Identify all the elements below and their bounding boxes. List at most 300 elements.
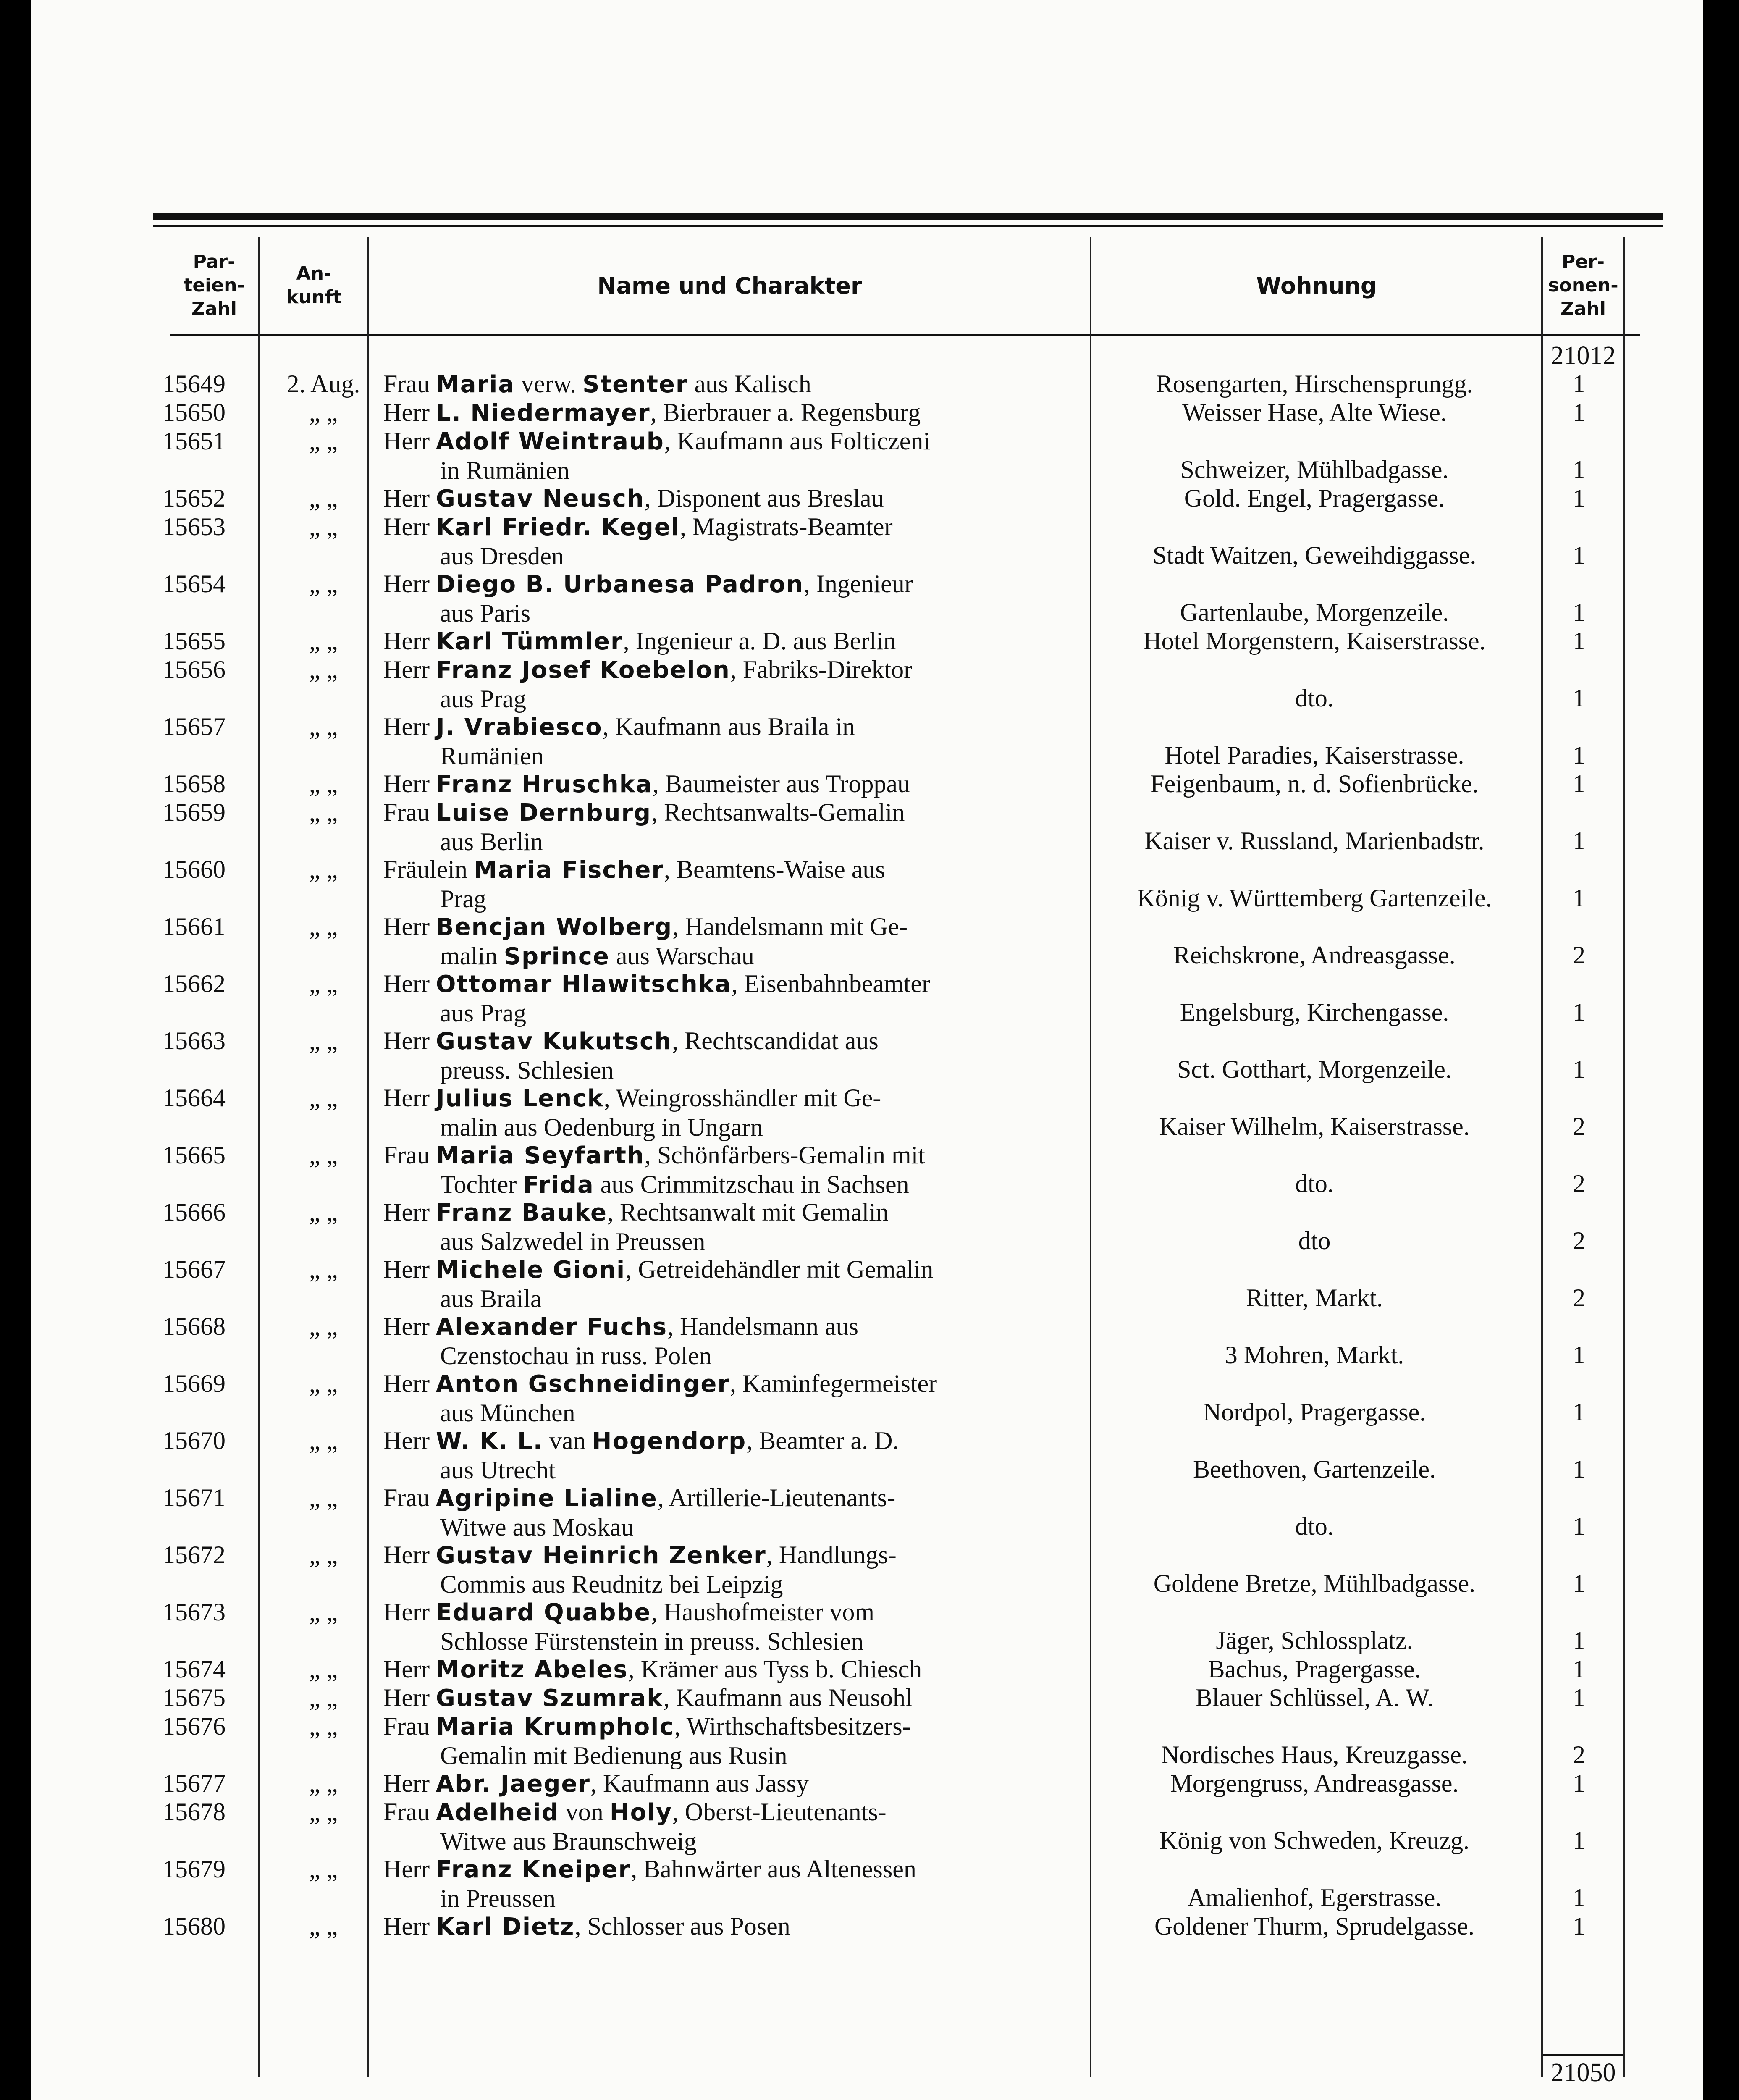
arrival-date: „ „	[309, 656, 338, 683]
guest-name: Gustav Heinrich Zenker	[435, 1542, 766, 1569]
guest-description: , Disponent aus Breslau	[644, 484, 884, 512]
guest-origin: aus Berlin	[440, 828, 543, 856]
guest-origin: aus Paris	[440, 599, 530, 627]
party-number: 15673	[163, 1598, 226, 1626]
guest-origin: Commis aus Reudnitz bei Leipzig	[440, 1570, 783, 1598]
guest-name-character	[383, 570, 1097, 627]
guest-description: Herr	[383, 1370, 436, 1397]
guest-name: Gustav Neusch	[435, 485, 645, 512]
guest-description: Frau	[383, 798, 436, 826]
party-number: 15661	[163, 913, 226, 940]
guest-description: Herr	[383, 627, 436, 655]
party-number: 15678	[163, 1798, 226, 1826]
party-number: 15679	[163, 1855, 226, 1883]
guest-description: Herr	[383, 484, 436, 512]
guest-name: Maria Fischer	[473, 856, 664, 884]
guest-name-character	[383, 1369, 1097, 1427]
residence: Sct. Gotthart, Morgenzeile.	[1177, 1055, 1452, 1083]
guest-name: Franz Hruschka	[435, 771, 653, 798]
arrival-date: „ „	[309, 1141, 338, 1169]
guest-name-character	[383, 398, 1097, 428]
guest-description: , Fabriks-Direktor	[730, 656, 913, 683]
party-number: 15651	[163, 427, 226, 455]
guest-description: , Artillerie-Lieutenants-	[657, 1484, 896, 1512]
guest-name-character	[383, 1855, 1097, 1913]
guest-name-character	[383, 1541, 1097, 1599]
guest-description: , Kaufmann aus Jassy	[590, 1769, 809, 1797]
party-number: 15652	[163, 484, 226, 512]
person-count: 1	[1573, 1912, 1585, 1940]
guest-name-character	[383, 712, 1097, 770]
guest-description: Herr	[383, 427, 436, 455]
guest-name: Stenter	[582, 371, 688, 398]
page-total: 21050	[1550, 2058, 1616, 2087]
guest-description: Herr	[383, 1427, 436, 1454]
guest-description: , Ingenieur a. D. aus Berlin	[623, 627, 896, 655]
residence: dto.	[1295, 1512, 1334, 1540]
guest-description: Herr	[383, 513, 436, 541]
guest-description: , Kaufmann aus Folticzeni	[664, 427, 930, 455]
person-count: 1	[1573, 1655, 1585, 1683]
arrival-date: „ „	[309, 856, 338, 883]
person-count: 1	[1573, 684, 1585, 712]
guest-description: , Handlungs-	[766, 1541, 897, 1569]
residence: Nordisches Haus, Kreuzgasse.	[1161, 1741, 1468, 1769]
party-number: 15649	[163, 370, 226, 398]
residence: Feigenbaum, n. d. Sofienbrücke.	[1150, 770, 1479, 798]
party-number: 15677	[163, 1769, 226, 1797]
guest-name-character	[383, 1026, 1097, 1084]
guest-name: Karl Friedr. Kegel	[435, 514, 680, 541]
guest-description: Herr	[383, 1541, 436, 1569]
residence: dto	[1298, 1227, 1331, 1255]
person-count: 2	[1573, 1227, 1585, 1255]
arrival-date: „ „	[309, 1084, 338, 1112]
residence: Morgengruss, Andreasgasse.	[1170, 1769, 1459, 1797]
guest-name: Adelheid	[435, 1799, 559, 1826]
guest-description: verw.	[515, 370, 583, 398]
person-count: 1	[1573, 399, 1585, 426]
party-number: 15674	[163, 1655, 226, 1683]
guest-description: , Oberst-Lieutenants-	[672, 1798, 887, 1826]
guest-name: Luise Dernburg	[435, 799, 652, 827]
guest-description: Frau	[383, 370, 436, 398]
guest-description: Herr	[383, 1684, 436, 1712]
arrival-date: „ „	[309, 1598, 338, 1626]
col-divider-5	[1623, 237, 1625, 2077]
guest-description: Frau	[383, 1141, 436, 1169]
person-count: 1	[1573, 1512, 1585, 1540]
guest-description: Herr	[383, 656, 436, 683]
guest-name-character	[383, 1255, 1097, 1313]
party-number: 15665	[163, 1141, 226, 1169]
header-rule	[170, 334, 1640, 336]
residence: Stadt Waitzen, Geweihdiggasse.	[1152, 541, 1477, 569]
person-count: 1	[1573, 370, 1585, 398]
guest-description: , Magistrats-Beamter	[680, 513, 893, 541]
party-number: 15680	[163, 1912, 226, 1940]
guest-description: , Handelsmann aus	[667, 1312, 859, 1340]
guest-name: Eduard Quabbe	[435, 1599, 651, 1626]
guest-name: L. Niedermayer	[435, 399, 650, 427]
guest-name: Maria	[435, 371, 515, 398]
party-number: 15675	[163, 1684, 226, 1712]
guest-description: , Weingrosshändler mit Ge-	[603, 1084, 881, 1112]
person-count: 2	[1573, 1284, 1585, 1312]
guest-description: , Baumeister aus Troppau	[652, 770, 910, 798]
person-count: 2	[1573, 941, 1585, 969]
party-number: 15654	[163, 570, 226, 598]
guest-origin: preuss. Schlesien	[440, 1056, 614, 1084]
guest-name-character	[383, 1912, 1097, 1941]
arrival-date: „ „	[309, 1712, 338, 1740]
guest-origin: in Rumänien	[440, 457, 570, 484]
guest-name-character	[383, 1312, 1097, 1370]
guest-description: , Beamtens-Waise aus	[664, 856, 885, 883]
guest-name-character	[383, 655, 1097, 713]
person-count: 1	[1573, 627, 1585, 655]
guest-description: Herr	[383, 399, 436, 426]
arrival-date: „ „	[309, 1798, 338, 1826]
guest-description: Herr	[383, 570, 436, 598]
guest-name: Sprince	[504, 943, 610, 970]
guest-description: , Rechtsanwalt mit Gemalin	[607, 1198, 889, 1226]
guest-origin: aus Prag	[440, 685, 526, 713]
guest-name-character	[383, 769, 1097, 799]
guest-description: , Bierbrauer a. Regensburg	[650, 399, 921, 426]
col-divider-1	[258, 237, 260, 2077]
guest-origin: aus Crimmitzschau in Sachsen	[594, 1171, 909, 1198]
guest-description: , Krämer aus Tyss b. Chiesch	[628, 1655, 922, 1683]
arrival-date: „ „	[309, 570, 338, 598]
guest-name: Moritz Abeles	[435, 1656, 628, 1683]
guest-name: Maria Krumpholc	[435, 1713, 674, 1740]
party-number: 15670	[163, 1427, 226, 1454]
arrival-date: „ „	[309, 1484, 338, 1512]
residence: 3 Mohren, Markt.	[1225, 1341, 1404, 1369]
guest-description: Herr	[383, 770, 436, 798]
residence: dto.	[1295, 1170, 1334, 1197]
person-count: 1	[1573, 1769, 1585, 1797]
guest-name: Julius Lenck	[435, 1085, 604, 1112]
guest-description: , Wirthschaftsbesitzers-	[674, 1712, 911, 1740]
residence: Kaiser Wilhelm, Kaiserstrasse.	[1159, 1113, 1470, 1140]
guest-description: , Beamter a. D.	[746, 1427, 899, 1454]
guest-name: Abr. Jaeger	[435, 1770, 591, 1798]
party-number: 15655	[163, 627, 226, 655]
guest-origin: Prag	[440, 885, 486, 913]
arrival-date: „ „	[309, 1255, 338, 1283]
guest-origin: aus München	[440, 1399, 575, 1427]
guest-name: Frida	[523, 1171, 594, 1199]
guest-description: Herr	[383, 1027, 436, 1055]
guest-description: Herr	[383, 970, 436, 998]
arrival-date: „ „	[309, 913, 338, 940]
guest-description: , Handelsmann mit Ge-	[672, 913, 908, 940]
guest-description: Herr	[383, 1084, 436, 1112]
guest-name-character	[383, 1798, 1097, 1856]
guest-name-character	[383, 1712, 1097, 1770]
arrival-date: „ „	[309, 1312, 338, 1340]
guest-name-character	[383, 1084, 1097, 1142]
guest-name: Gustav Kukutsch	[435, 1028, 672, 1055]
arrival-date: „ „	[309, 1684, 338, 1712]
guest-description: Herr	[383, 1312, 436, 1340]
person-count: 1	[1573, 1884, 1585, 1911]
arrival-date: „ „	[309, 798, 338, 826]
residence: dto.	[1295, 684, 1334, 712]
residence: Beethoven, Gartenzeile.	[1193, 1455, 1436, 1483]
guest-description: von	[559, 1798, 610, 1826]
party-number: 15658	[163, 770, 226, 798]
guest-description: , Bahnwärter aus Altenessen	[631, 1855, 916, 1883]
guest-description: , Kaminfegermeister	[729, 1370, 937, 1397]
residence: Goldene Bretze, Mühlbadgasse.	[1153, 1570, 1476, 1597]
guest-name: Michele Gioni	[435, 1256, 626, 1284]
residence: Nordpol, Pragergasse.	[1203, 1398, 1426, 1426]
residence: Jäger, Schlossplatz.	[1216, 1627, 1413, 1654]
residence: König von Schweden, Kreuzg.	[1159, 1827, 1470, 1854]
guest-description: , Getreidehändler mit Gemalin	[625, 1255, 934, 1283]
residence: König v. Württemberg Gartenzeile.	[1137, 884, 1492, 912]
guest-description: Herr	[383, 1855, 436, 1883]
residence: Weisser Hase, Alte Wiese.	[1182, 399, 1447, 426]
guest-origin: malin aus Oedenburg in Ungarn	[440, 1113, 763, 1141]
guest-origin: aus Braila	[440, 1285, 542, 1312]
guest-name: Karl Tümmler	[435, 628, 623, 655]
person-count: 1	[1573, 884, 1585, 912]
guest-origin: Tochter	[440, 1171, 523, 1198]
residence: Ritter, Markt.	[1246, 1284, 1383, 1312]
party-number: 15662	[163, 970, 226, 998]
person-count: 1	[1573, 1398, 1585, 1426]
guest-origin: Rumänien	[440, 742, 544, 770]
guest-origin: aus Warschau	[609, 942, 754, 970]
guest-description: Herr	[383, 1912, 436, 1940]
guest-origin: Gemalin mit Bedienung aus Rusin	[440, 1742, 787, 1769]
arrival-date: „ „	[309, 1370, 338, 1397]
person-count: 1	[1573, 741, 1585, 769]
col-divider-4	[1541, 237, 1543, 2077]
guest-name: Gustav Szumrak	[435, 1685, 664, 1712]
carryover-total: 21012	[1550, 341, 1616, 370]
guest-name-character	[383, 370, 1097, 399]
residence: Kaiser v. Russland, Marienbadstr.	[1144, 827, 1485, 855]
guest-description: , Schönfärbers-Gemalin mit	[644, 1141, 925, 1169]
person-count: 1	[1573, 598, 1585, 626]
person-count: 1	[1573, 1570, 1585, 1597]
guest-name: Bencjan Wolberg	[435, 914, 673, 941]
guest-origin: aus Utrecht	[440, 1456, 556, 1484]
guest-name: Karl Dietz	[435, 1913, 575, 1940]
guest-origin: Witwe aus Braunschweig	[440, 1827, 697, 1855]
residence: Amalienhof, Egerstrasse.	[1187, 1884, 1442, 1911]
guest-description: Fräulein	[383, 856, 474, 883]
arrival-date: „ „	[309, 713, 338, 740]
residence: Engelsburg, Kirchengasse.	[1180, 998, 1449, 1026]
person-count: 1	[1573, 1455, 1585, 1483]
party-number: 15671	[163, 1484, 226, 1512]
guest-name-character	[383, 484, 1097, 513]
guest-name: Alexander Fuchs	[435, 1313, 668, 1341]
party-number: 15669	[163, 1370, 226, 1397]
party-number: 15663	[163, 1027, 226, 1055]
guest-name: Agripine Lialine	[435, 1485, 658, 1512]
party-number: 15666	[163, 1198, 226, 1226]
person-count: 1	[1573, 1827, 1585, 1854]
guest-name: Adolf Weintraub	[435, 428, 664, 455]
arrival-date: „ „	[309, 427, 338, 455]
header-ankunft: An- kunft	[286, 263, 342, 308]
arrival-date: 2. Aug.	[286, 370, 360, 398]
guest-name-character	[383, 627, 1097, 656]
guest-origin: aus Salzwedel in Preussen	[440, 1228, 706, 1255]
guest-origin: in Preussen	[440, 1885, 556, 1912]
arrival-date: „ „	[309, 484, 338, 512]
header-personen: Per- sonen- Zahl	[1548, 251, 1618, 320]
arrival-date: „ „	[309, 1655, 338, 1683]
top-rule-thin	[153, 225, 1663, 227]
guest-name-character	[383, 855, 1097, 913]
guest-name: J. Vrabiesco	[435, 714, 603, 741]
guest-origin: malin	[440, 942, 504, 970]
party-number: 15672	[163, 1541, 226, 1569]
guest-description: , Eisenbahnbeamter	[731, 970, 930, 998]
guest-name-character	[383, 427, 1097, 485]
top-rule-thick	[153, 213, 1663, 220]
guest-description: , Kaufmann aus Braila in	[602, 713, 855, 740]
guest-name-character	[383, 1655, 1097, 1684]
guest-name: Diego B. Urbanesa Padron	[435, 571, 804, 598]
person-count: 2	[1573, 1741, 1585, 1769]
residence: Blauer Schlüssel, A. W.	[1195, 1684, 1434, 1712]
register-page	[31, 0, 1703, 2100]
guest-origin: Czenstochau in russ. Polen	[440, 1342, 712, 1370]
arrival-date: „ „	[309, 627, 338, 655]
guest-description: Herr	[383, 1255, 436, 1283]
residence: Hotel Paradies, Kaiserstrasse.	[1165, 741, 1464, 769]
guest-name: Holy	[609, 1799, 672, 1826]
guest-description: Herr	[383, 1655, 436, 1683]
total-rule	[1543, 2054, 1623, 2056]
guest-origin: aus Dresden	[440, 542, 564, 570]
guest-name-character	[383, 1483, 1097, 1541]
guest-name: Maria Seyfarth	[435, 1142, 645, 1169]
guest-origin: Witwe aus Moskau	[440, 1513, 634, 1541]
arrival-date: „ „	[309, 399, 338, 426]
arrival-date: „ „	[309, 1769, 338, 1797]
party-number: 15660	[163, 856, 226, 883]
guest-description: Frau	[383, 1484, 436, 1512]
arrival-date: „ „	[309, 1027, 338, 1055]
person-count: 1	[1573, 827, 1585, 855]
guest-name: Anton Gschneidinger	[435, 1370, 730, 1398]
person-count: 1	[1573, 456, 1585, 483]
residence: Goldener Thurm, Sprudelgasse.	[1154, 1912, 1475, 1940]
guest-description: Herr	[383, 1198, 436, 1226]
guest-name-character	[383, 512, 1097, 570]
residence: Rosengarten, Hirschensprungg.	[1156, 370, 1473, 398]
guest-name: Ottomar Hlawitschka	[435, 971, 732, 998]
guest-description: , Rechtscandidat aus	[672, 1027, 879, 1055]
guest-name-character	[383, 1141, 1097, 1200]
party-number: 15668	[163, 1312, 226, 1340]
guest-description: Herr	[383, 913, 436, 940]
guest-description: van	[543, 1427, 592, 1454]
guest-name-character	[383, 912, 1097, 971]
guest-description: aus Kalisch	[688, 370, 811, 398]
party-number: 15656	[163, 656, 226, 683]
residence: Schweizer, Mühlbadgasse.	[1180, 456, 1449, 483]
residence: Gartenlaube, Morgenzeile.	[1180, 598, 1449, 626]
person-count: 2	[1573, 1113, 1585, 1140]
guest-name-character	[383, 1198, 1097, 1256]
guest-name-character	[383, 1769, 1097, 1798]
header-name: Name und Charakter	[597, 272, 862, 299]
guest-description: , Ingenieur	[803, 570, 913, 598]
person-count: 1	[1573, 1055, 1585, 1083]
guest-name: Franz Bauke	[435, 1199, 608, 1226]
guest-name-character	[383, 1683, 1097, 1713]
guest-name: Franz Josef Koebelon	[435, 656, 730, 684]
residence: Hotel Morgenstern, Kaiserstrasse.	[1143, 627, 1486, 655]
arrival-date: „ „	[309, 1427, 338, 1454]
guest-description: Frau	[383, 1712, 436, 1740]
party-number: 15676	[163, 1712, 226, 1740]
person-count: 1	[1573, 1341, 1585, 1369]
party-number: 15653	[163, 513, 226, 541]
guest-origin: aus Prag	[440, 999, 526, 1027]
guest-origin: Schlosse Fürstenstein in preuss. Schlesien	[440, 1628, 864, 1655]
guest-name-character	[383, 969, 1097, 1027]
guest-name-character	[383, 798, 1097, 856]
guest-description: , Schlosser aus Posen	[574, 1912, 790, 1940]
arrival-date: „ „	[309, 1912, 338, 1940]
guest-description: Frau	[383, 1798, 436, 1826]
person-count: 1	[1573, 998, 1585, 1026]
person-count: 1	[1573, 541, 1585, 569]
guest-description: , Kaufmann aus Neusohl	[663, 1684, 913, 1712]
arrival-date: „ „	[309, 1855, 338, 1883]
arrival-date: „ „	[309, 970, 338, 998]
guest-name-character	[383, 1598, 1097, 1656]
arrival-date: „ „	[309, 1198, 338, 1226]
guest-name: Franz Kneiper	[435, 1856, 631, 1883]
arrival-date: „ „	[309, 1541, 338, 1569]
guest-name: Hogendorp	[592, 1428, 747, 1455]
guest-name: W. K. L.	[435, 1428, 543, 1455]
residence: Reichskrone, Andreasgasse.	[1173, 941, 1456, 969]
guest-description: , Haushofmeister vom	[651, 1598, 875, 1626]
guest-description: , Rechtsanwalts-Gemalin	[651, 798, 905, 826]
header-wohnung: Wohnung	[1256, 272, 1377, 299]
party-number: 15667	[163, 1255, 226, 1283]
person-count: 2	[1573, 1170, 1585, 1197]
guest-name-character	[383, 1426, 1097, 1484]
person-count: 1	[1573, 770, 1585, 798]
party-number: 15650	[163, 399, 226, 426]
residence: Bachus, Pragergasse.	[1208, 1655, 1421, 1683]
guest-description: Herr	[383, 1769, 436, 1797]
person-count: 1	[1573, 484, 1585, 512]
arrival-date: „ „	[309, 513, 338, 541]
person-count: 1	[1573, 1627, 1585, 1654]
residence: Gold. Engel, Pragergasse.	[1184, 484, 1445, 512]
party-number: 15664	[163, 1084, 226, 1112]
party-number: 15657	[163, 713, 226, 740]
guest-description: Herr	[383, 1598, 436, 1626]
guest-description: Herr	[383, 713, 436, 740]
